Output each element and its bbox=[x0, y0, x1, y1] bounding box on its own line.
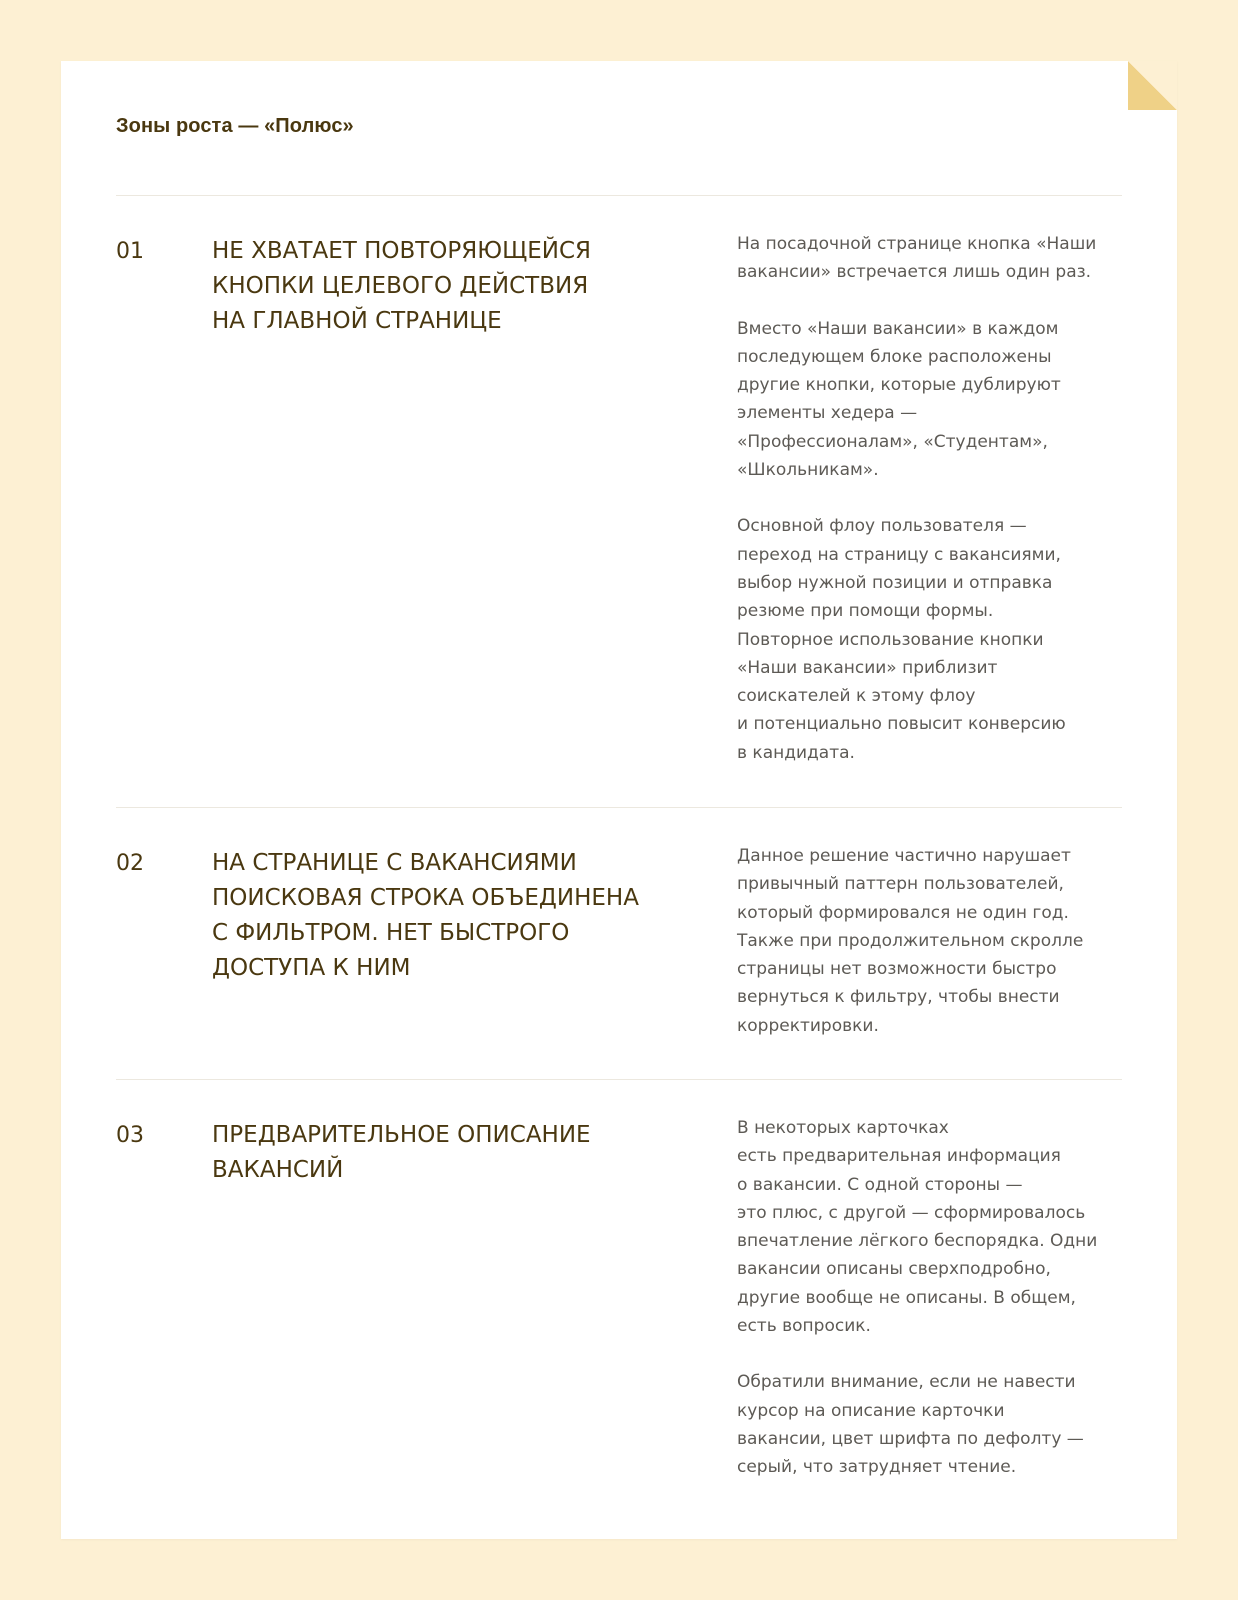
text-line: последующем блоке расположены bbox=[737, 346, 1052, 367]
text-line: другие вообще не описаны. В общем, bbox=[737, 1287, 1076, 1308]
section-heading bbox=[212, 846, 702, 986]
text-line: вакансии описаны сверхподробно, bbox=[737, 1259, 1051, 1280]
section-number: 01 bbox=[116, 239, 144, 264]
heading-line: ПРЕДВАРИТЕЛЬНОЕ ОПИСАНИЕ bbox=[212, 1122, 591, 1148]
folded-corner bbox=[1128, 61, 1177, 110]
text-line: На посадочной странице кнопка «Наши bbox=[737, 234, 1097, 254]
description-paragraph bbox=[737, 1114, 1127, 1340]
description-paragraph bbox=[737, 1368, 1127, 1481]
text-line: вакансии» встречается лишь один раз. bbox=[737, 262, 1092, 283]
text-line: есть вопросик. bbox=[737, 1316, 871, 1337]
heading-line: ПОИСКОВАЯ СТРОКА ОБЪЕДИНЕНА bbox=[212, 885, 639, 911]
text-line: выбор нужной позиции и отправка bbox=[737, 572, 1053, 593]
heading-line: НЕ ХВАТАЕТ ПОВТОРЯЮЩЕЙСЯ bbox=[212, 238, 592, 264]
section-number: 02 bbox=[116, 851, 144, 876]
text-line: вернуться к фильтру, чтобы внести bbox=[737, 987, 1060, 1008]
text-line: резюме при помощи формы. bbox=[737, 601, 994, 622]
text-line: вакансии, цвет шрифта по дефолту — bbox=[737, 1428, 1084, 1449]
section-heading bbox=[212, 234, 702, 339]
text-line: корректировки. bbox=[737, 1015, 879, 1036]
text-line: «Профессионалам», «Студентам», bbox=[737, 431, 1048, 452]
text-line: элементы хедера — bbox=[737, 403, 918, 424]
text-line: переход на страницу с вакансиями, bbox=[737, 544, 1061, 565]
text-line: Данное решение частично нарушает bbox=[737, 846, 1071, 866]
document-card bbox=[61, 61, 1177, 1539]
description-paragraph bbox=[737, 315, 1127, 485]
heading-line: КНОПКИ ЦЕЛЕВОГО ДЕЙСТВИЯ bbox=[212, 273, 589, 299]
text-line: В некоторых карточках bbox=[737, 1118, 949, 1138]
divider bbox=[116, 195, 1122, 196]
text-line: о вакансии. С одной стороны — bbox=[737, 1174, 1023, 1195]
heading-line: ДОСТУПА К НИМ bbox=[212, 955, 411, 981]
section-description bbox=[737, 230, 1127, 767]
description-paragraph bbox=[737, 842, 1127, 1040]
text-line: «Школьникам». bbox=[737, 460, 879, 481]
text-line: впечатление лёгкого беспорядка. Одни bbox=[737, 1231, 1098, 1252]
text-line: привычный паттерн пользователей, bbox=[737, 874, 1064, 895]
text-line: «Наши вакансии» приблизит bbox=[737, 657, 998, 678]
text-line: Повторное использование кнопки bbox=[737, 629, 1044, 650]
text-line: в кандидата. bbox=[737, 742, 855, 763]
text-line: Обратили внимание, если не навести bbox=[737, 1372, 1076, 1393]
text-line: это плюс, с другой — сформировалось bbox=[737, 1202, 1086, 1223]
text-line: и потенциально повысит конверсию bbox=[737, 714, 1066, 735]
section-description bbox=[737, 842, 1127, 1040]
divider bbox=[116, 1079, 1122, 1080]
text-line: Вместо «Наши вакансии» в каждом bbox=[737, 318, 1059, 339]
description-paragraph bbox=[737, 230, 1127, 287]
text-line: соискателей к этому флоу bbox=[737, 686, 976, 707]
section-number: 03 bbox=[116, 1123, 144, 1148]
text-line: другие кнопки, которые дублируют bbox=[737, 375, 1061, 396]
text-line: есть предварительная информация bbox=[737, 1146, 1061, 1167]
heading-line: С ФИЛЬТРОМ. НЕТ БЫСТРОГО bbox=[212, 920, 570, 946]
heading-line: НА ГЛАВНОЙ СТРАНИЦЕ bbox=[212, 308, 502, 334]
heading-line: НА СТРАНИЦЕ С ВАКАНСИЯМИ bbox=[212, 850, 577, 876]
page-title: Зоны роста — «Полюс» bbox=[116, 115, 354, 137]
text-line: серый, что затрудняет чтение. bbox=[737, 1457, 1017, 1478]
divider bbox=[116, 807, 1122, 808]
heading-line: ВАКАНСИЙ bbox=[212, 1157, 344, 1183]
text-line: курсор на описание карточки bbox=[737, 1400, 1005, 1421]
section-heading bbox=[212, 1118, 702, 1188]
text-line: Основной флоу пользователя — bbox=[737, 516, 1027, 537]
description-paragraph bbox=[737, 512, 1127, 767]
text-line: страницы нет возможности быстро bbox=[737, 959, 1057, 980]
section-description bbox=[737, 1114, 1127, 1482]
text-line: Также при продолжительном скролле bbox=[737, 930, 1084, 951]
text-line: который формировался не один год. bbox=[737, 902, 1069, 923]
